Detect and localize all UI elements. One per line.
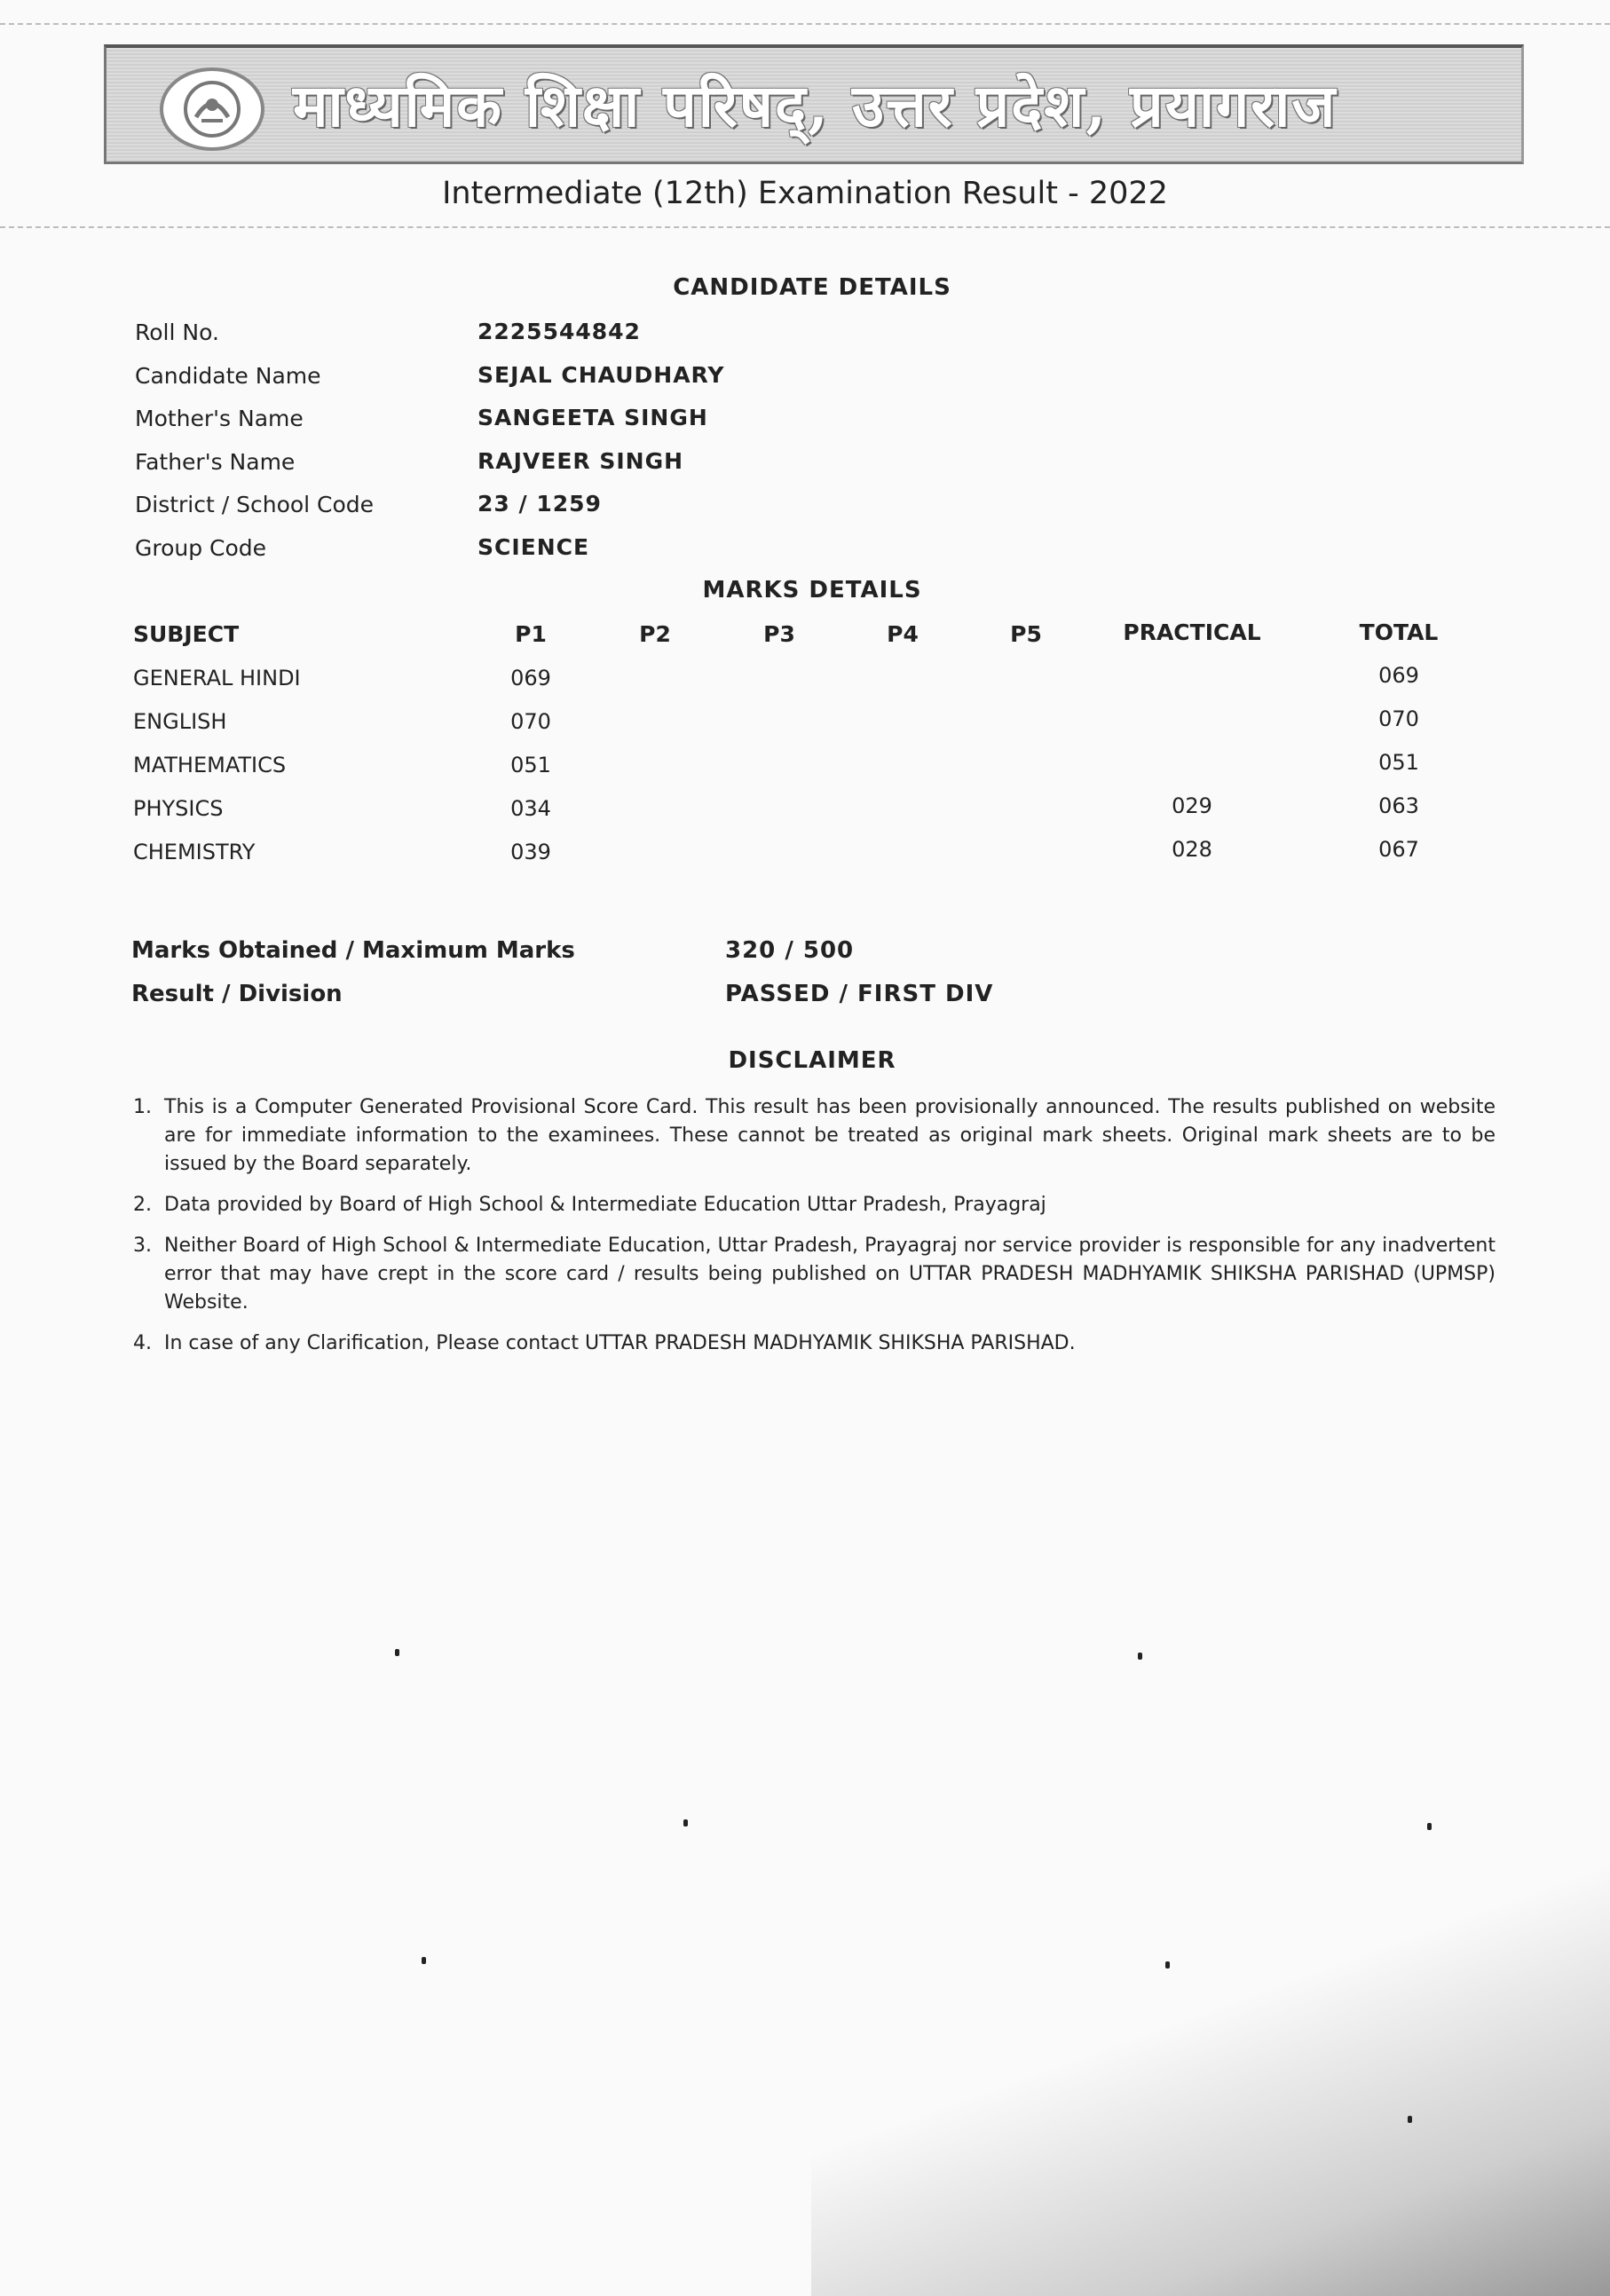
exam-title: Intermediate (12th) Examination Result - 2022	[442, 176, 1168, 211]
list-item-text: In case of any Clarification, Please contact UTTAR PRADESH MADHYAMIK SHIKSHA PARISHAD.	[164, 1332, 1076, 1354]
col-p5: P5	[1010, 621, 1042, 647]
p1-mark: 070	[510, 709, 551, 734]
top-divider	[0, 23, 1610, 25]
scan-speck	[422, 1957, 426, 1964]
scan-speck	[1427, 1823, 1432, 1830]
group-code-value: SCIENCE	[477, 534, 590, 560]
scan-speck	[395, 1649, 399, 1656]
col-p3: P3	[763, 621, 795, 647]
list-item-number: 1.	[133, 1096, 152, 1118]
mother-name-label: Mother's Name	[135, 406, 304, 431]
marks-obtained-label: Marks Obtained / Maximum Marks	[131, 937, 575, 964]
result-division-label: Result / Division	[131, 981, 343, 1007]
list-item	[133, 1191, 1496, 1219]
scan-speck	[1165, 1961, 1170, 1969]
list-item-number: 4.	[133, 1332, 152, 1354]
roll-no-value: 2225544842	[477, 319, 641, 344]
mother-name-value: SANGEETA SINGH	[477, 405, 708, 430]
candidate-name-label: Candidate Name	[135, 363, 321, 389]
scan-shadow	[811, 1799, 1610, 2296]
total-mark: 070	[1378, 706, 1419, 731]
col-p4: P4	[887, 621, 919, 647]
scan-speck	[683, 1819, 688, 1827]
scan-speck	[1138, 1653, 1142, 1660]
result-division-value: PASSED / FIRST DIV	[725, 981, 994, 1007]
candidate-name-value: SEJAL CHAUDHARY	[477, 362, 725, 388]
total-mark: 063	[1378, 793, 1419, 818]
col-subject: SUBJECT	[133, 621, 240, 647]
list-item	[133, 1329, 1496, 1358]
subject-name: MATHEMATICS	[133, 753, 287, 777]
marks-obtained-value: 320 / 500	[725, 937, 855, 964]
group-code-label: Group Code	[135, 535, 267, 561]
district-school-code-value: 23 / 1259	[477, 491, 602, 517]
p1-mark: 069	[510, 666, 551, 690]
district-school-code-label: District / School Code	[135, 492, 375, 517]
p1-mark: 034	[510, 796, 551, 821]
father-name-label: Father's Name	[135, 449, 296, 475]
list-item	[133, 1232, 1496, 1317]
scan-speck	[1408, 2116, 1412, 2123]
list-item-number: 3.	[133, 1235, 152, 1257]
header-banner	[104, 44, 1524, 164]
candidate-details-heading: CANDIDATE DETAILS	[673, 274, 951, 301]
board-name: माध्यमिक शिक्षा परिषद्, उत्तर प्रदेश, प्रयागराज	[293, 71, 1338, 140]
up-emblem-icon	[160, 67, 264, 151]
subject-name: CHEMISTRY	[133, 840, 256, 864]
col-p1: P1	[515, 621, 547, 647]
title-divider	[0, 226, 1610, 228]
list-item-text: This is a Computer Generated Provisional Score Card. This result has been provisionally announced. The results published on website are for immediate information to the examinees. These cannot be treated as original mark sheets. Original mark sheets are to be issued by the Board separately.	[164, 1096, 1496, 1175]
subject-name: PHYSICS	[133, 796, 224, 821]
col-practical: PRACTICAL	[1123, 619, 1261, 645]
list-item-text: Data provided by Board of High School & Intermediate Education Uttar Pradesh, Prayagraj	[164, 1194, 1046, 1216]
roll-no-label: Roll No.	[135, 320, 219, 345]
list-item-text: Neither Board of High School & Intermediate Education, Uttar Pradesh, Prayagraj nor service provider is responsible for any inadvertent error that may have crept in the score card / results being published on UTTAR PRADESH MADHYAMIK SHIKSHA PARISHAD (UPMSP) Website.	[164, 1235, 1496, 1314]
list-item-number: 2.	[133, 1194, 152, 1216]
p1-mark: 039	[510, 840, 551, 864]
practical-mark: 028	[1172, 837, 1212, 862]
list-item	[133, 1093, 1496, 1179]
subject-name: ENGLISH	[133, 709, 227, 734]
subject-name: GENERAL HINDI	[133, 666, 301, 690]
father-name-value: RAJVEER SINGH	[477, 448, 684, 474]
p1-mark: 051	[510, 753, 551, 777]
total-mark: 067	[1378, 837, 1419, 862]
marks-details-heading: MARKS DETAILS	[702, 577, 922, 604]
col-p2: P2	[639, 621, 671, 647]
total-mark: 069	[1378, 663, 1419, 688]
disclaimer-list	[133, 1093, 1496, 1370]
practical-mark: 029	[1172, 793, 1212, 818]
total-mark: 051	[1378, 750, 1419, 775]
col-total: TOTAL	[1359, 619, 1439, 645]
disclaimer-heading: DISCLAIMER	[728, 1047, 896, 1074]
